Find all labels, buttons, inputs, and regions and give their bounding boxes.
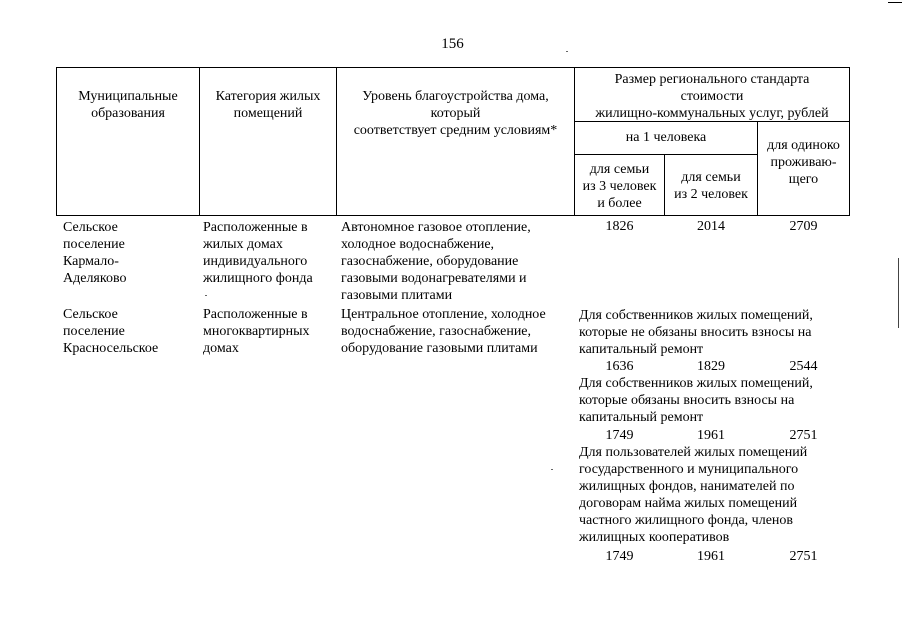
row1-value-family3: 1826 <box>605 219 634 234</box>
row1-value-family2: 2014 <box>697 219 725 234</box>
row2-improvement: Центральное отопление, холодное водоснабжение, газоснабжение, оборудование газовыми плитами <box>341 307 546 356</box>
row2-group1-value-family2: 1829 <box>697 359 725 374</box>
scan-artifact <box>888 2 902 3</box>
scan-artifact <box>898 258 899 328</box>
header-regional-standard: Размер регионального стандарта стоимости жилищно-коммунальных услуг, рублей <box>595 72 829 121</box>
row2-group2-value-family2: 1961 <box>697 428 725 443</box>
page-number: 156 <box>441 36 464 52</box>
row1-category: Расположенные в жилых домах индивидуального жилищного фонда <box>203 220 313 286</box>
row2-group1-value-single: 2544 <box>789 359 818 374</box>
row2-group2-text: Для собственников жилых помещений, которые обязаны вносить взносы на капитальный ремонт <box>579 376 813 425</box>
scan-artifact <box>566 51 568 52</box>
row1-improvement: Автономное газовое отопление, холодное водоснабжение, газоснабжение, оборудование газовыми водонагревателями и газовыми плитами <box>341 220 531 303</box>
row2-group3-value-family2: 1961 <box>697 549 725 564</box>
header-family-3: для семьи из 3 человек и более <box>582 162 657 211</box>
row2-group2-value-single: 2751 <box>789 428 818 443</box>
header-category: Категория жилых помещений <box>215 89 321 121</box>
row2-group3-value-single: 2751 <box>789 549 818 564</box>
row2-municipality: Сельское поселение Красносельское <box>63 307 159 356</box>
header-single-resident: для одиноко проживаю- щего <box>767 138 840 187</box>
header-per-person: на 1 человека <box>625 130 707 145</box>
row2-group3-text: Для пользователей жилых помещений государственного и муниципального жилищных фондов, нанимателей по договорам найма жилых помещений частного жилищного фонда, членов жилищных кооперативов <box>579 445 808 545</box>
row1-municipality: Сельское поселение Кармало- Аделяково <box>63 220 127 286</box>
row2-group1-value-family3: 1636 <box>605 359 634 374</box>
row1-value-single: 2709 <box>789 219 818 234</box>
row2-group3-value-family3: 1749 <box>605 549 634 564</box>
header-family-2: для семьи из 2 человек <box>674 170 748 202</box>
scan-artifact <box>551 469 553 470</box>
row2-group2-value-family3: 1749 <box>605 428 634 443</box>
row2-category: Расположенные в многоквартирных домах <box>203 307 310 356</box>
scan-artifact <box>205 295 207 296</box>
header-municipality: Муниципальные образования <box>78 89 178 121</box>
header-improvement-level: Уровень благоустройства дома, который соответствует средним условиям* <box>353 89 558 138</box>
row2-group1-text: Для собственников жилых помещений, которые не обязаны вносить взносы на капитальный ремонт <box>579 308 813 357</box>
